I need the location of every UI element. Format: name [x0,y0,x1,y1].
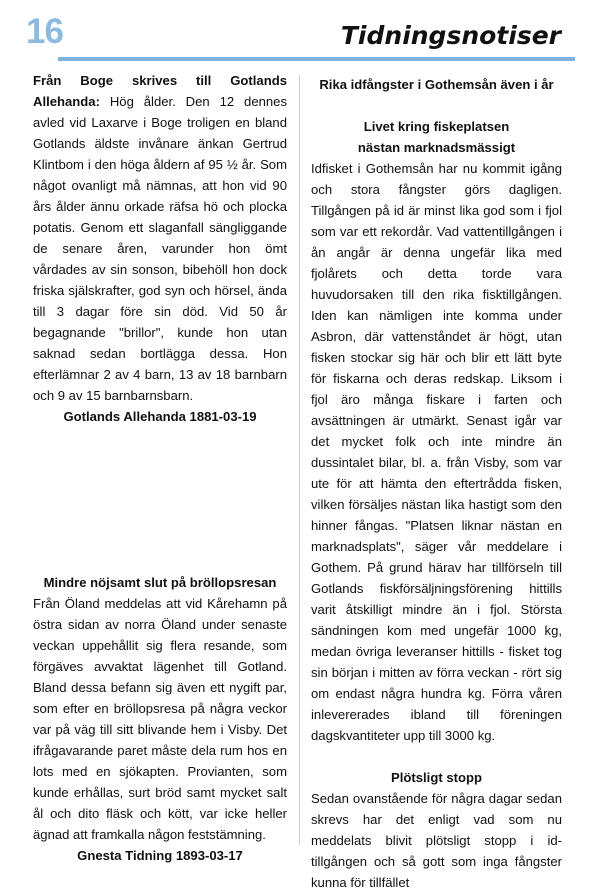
left-column [33,70,287,866]
spacer [311,746,562,767]
section-title: Tidningsnotiser [340,21,561,50]
column-divider [299,75,300,845]
article-text: Sedan ovanstående för några dagar sedan skrevs har det enligt vad som nu meddelats blivit plötsligt stopp i id-tillgången och så gott som inga fångster kunna för tillfället [311,791,562,890]
article-source: Gnesta Tidning 1893-03-17 [77,848,243,863]
right-column [311,70,562,893]
article-heading: Rika idfångster i Gothemsån även i år [319,77,554,92]
spacer [311,95,562,116]
page-number: 16 [26,12,63,51]
article-plotsligt-stopp [311,767,562,893]
article-brollopsresan [33,572,287,866]
article-idfangster [311,74,562,746]
article-boge [33,70,287,427]
article-heading: Plötsligt stopp [391,770,482,785]
article-body [33,70,287,406]
spacer [33,427,287,572]
article-source: Gotlands Allehanda 1881-03-19 [63,409,257,424]
article-subheading: nästan marknadsmässigt [357,140,516,155]
article-heading: Mindre nöjsamt slut på bröllopsresan [43,575,277,590]
article-text: Hög ålder. Den 12 dennes avled vid Laxarve i Boge troligen en bland Gotlands äldste invånare änkan Gertrud Klintbom i den höga åldern af 95 ½ år. Som något ovanligt må nämnas, att hon vid 90 års ålder ännu orkade räfsa hö och plocka potatis. Genom ett slaganfall sängliggande de senare åren, varunder hon ömt vårdades av sin sonson, bibehöll hon dock friska själskrafter, god syn och hörsel, ända till 3 dagar före sin död. Vid 50 år begagnande "brillor", kunde hon utan saknad sedan bortlägga dessa. Hon efterlämnar 2 av 4 barn, 13 av 18 barnbarn och 9 av 15 barnbarnsbarn. [33,94,288,403]
article-text: Idfisket i Gothemsån har nu kommit igång och stora fångster görs dagligen. Tillgången på id är minst lika god som i fjol som var ett rekordår. Vad vattentillgången i ån angår är denna ungefär lika med fjolårets och detta torde vara huvudorsaken till den rika fisktillgången. Iden kan nämligen inte komma under Asbron, där vattenståndet är högt, utan fisken stockar sig här och blir ett lätt byte för fiskarna och deras redskap. Liksom i fjol äro många fiskare i farten och avsättningen är utmärkt. Senast igår var det mycket folk och inte mindre än dussintalet bilar, bl. a. från Visby, som var ute för att hämta den eftertrådda fisken, vilken försäljes nästan lika hastigt som den hinner fångas. "Platsen liknar nästan en marknadsplats", säger vår meddelare i Gothem. På grund härav har tillförseln till Gotlands fiskförsäljningsförening hittills varit åtskilligt mindre än i fjol. Största sändningen kom med ungefär 1000 kg, medan övriga leveranser hittills - fisket tog sin början i mitten av förra veckan - rört sig om endast några hundra kg. Förra våren inlevererades ibland till föreningen dagskvantiteter upp till 3000 kg. [311,161,562,743]
article-lead: Från Boge skrives till Gotlands Allehanda: [33,73,287,109]
article-subheading: Livet kring fiskeplatsen [363,119,510,134]
article-text: Från Öland meddelas att vid Kårehamn på östra sidan av norra Öland under senaste veckan uppehållit sig flera resande, som förgäves avvaktat lägenhet till Gotland. Bland dessa befann sig även ett nygift par, som efter en bröllopsresa på några veckor var på väg till sitt blivande hem i Visby. Det ifrågavarande paret måste dela rum hos en lots med en sjökapten. Provianten, som kunde erhållas, surt bröd samt mycket salt ål och dito fläsk och kött, var icke heller ägnad att framkalla någon feststämning. [33,596,287,842]
header-rule [58,57,575,61]
